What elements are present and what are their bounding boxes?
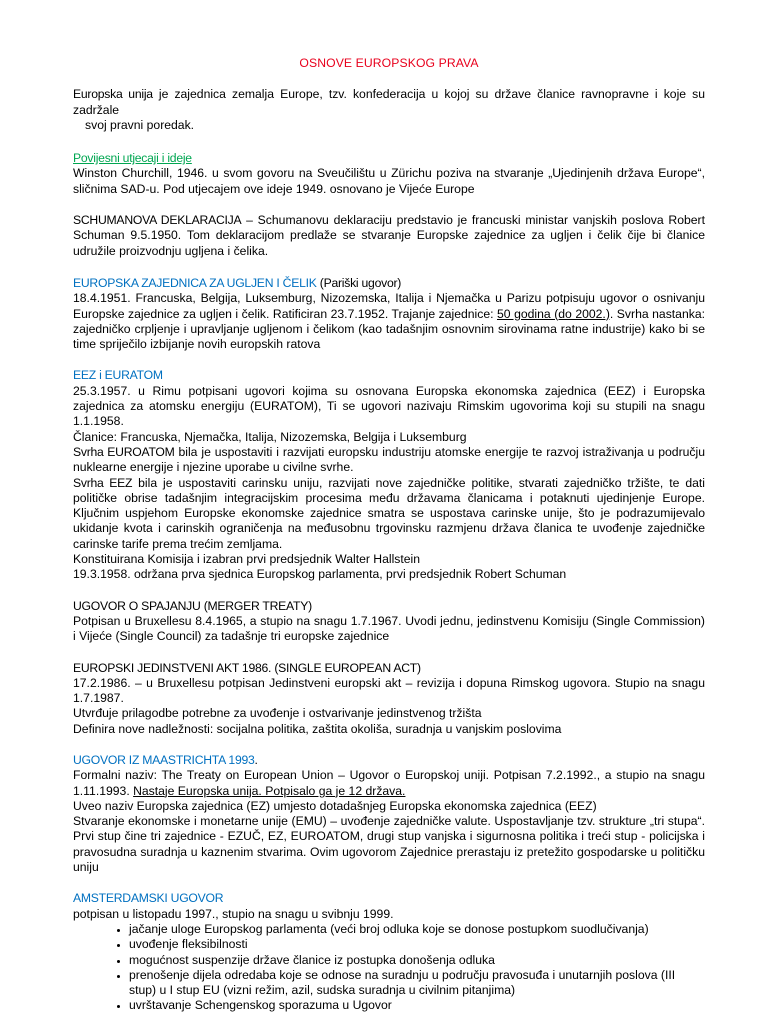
history-section bbox=[73, 151, 705, 197]
maastricht-p1-underlined: Nastaje Europska unija. Potpisalo ga je 12 država. bbox=[133, 783, 406, 798]
ecsc-text-part1: 18.4.1951. Francuska, Belgija, Luksemburg, Nizozemska, Italija i Njemačka u Parizu potpisuju ugovor o osnivanju Europske zajednice za ugljen i čelik. Ratificiran 23.7.1952. Trajanje zajednice: bbox=[73, 291, 705, 321]
amsterdam-text: potpisan u listopadu 1997., stupio na snagu u svibnju 1999. bbox=[73, 906, 394, 921]
amsterdam-list bbox=[73, 922, 705, 1014]
eec-p4-term: Svrha EEZ bbox=[73, 475, 133, 490]
merger-section bbox=[73, 599, 705, 645]
maastricht-heading: UGOVOR IZ MAASTRICHTA 1993 bbox=[73, 752, 255, 767]
list-item: • mogućnost suspenzije države članice iz postupka donošenja odluka bbox=[129, 953, 705, 968]
ecsc-text-part2: . Svrha nastanka: zajedničko crpljenje i upravljanje ugljenom i čelikom (kao tadašnjim osnovnim sirovinama ratne industrije) kako bi se time spriječilo izbijanje novih europskih ratova bbox=[73, 306, 705, 352]
ecsc-duration: 50 godina (do 2002.) bbox=[497, 306, 610, 321]
intro-section bbox=[73, 87, 705, 133]
sea-p1: 17.2.1986. – u Bruxellesu potpisan Jedinstveni europski akt – revizija i dopuna Rimskog ugovora. Stupio na snagu 1.7.1987. bbox=[73, 675, 705, 706]
eec-heading: EEZ i EURATOM bbox=[73, 368, 163, 383]
eec-p3-term: Svrha EUROATOM bbox=[73, 444, 175, 459]
list-item: • uvođenje fleksibilnosti bbox=[129, 937, 705, 952]
maastricht-p1-text: Formalni naziv: The Treaty on European Union – Ugovor o Europskoj uniji. Potpisan 7.2.1992., a stupio na snagu 1.11.1993. bbox=[73, 768, 705, 798]
amsterdam-heading: AMSTERDAMSKI UGOVOR bbox=[73, 891, 224, 906]
amsterdam-section bbox=[73, 891, 705, 1013]
schuman-heading: SCHUMANOVA DEKLARACIJA bbox=[73, 213, 242, 228]
schuman-text: – Schumanovu deklaraciju predstavio je francuski ministar vanjskih poslova Robert Schuman 9.5.1950. Tom deklaracijom predlaže se stvaranje Europske zajednice za ugljen i čelik čije bi članice udružile proizvodnju ugljena i čelika. bbox=[73, 213, 705, 258]
maastricht-p2: Uveo naziv Europska zajednica (EZ) umjesto dotadašnjeg Europska ekonomska zajednica (EEZ) bbox=[73, 798, 597, 813]
sea-p3: Definira nove nadležnosti: socijalna politika, zaštita okoliša, suradnja u vanjskim poslovima bbox=[73, 721, 562, 736]
schuman-section bbox=[73, 213, 705, 259]
list-item: • uvrštavanje Schengenskog sporazuma u Ugovor bbox=[129, 998, 705, 1013]
eec-p5: Konstituirana Komisija i izabran prvi predsjednik Walter Hallstein bbox=[73, 552, 421, 567]
intro-paragraph-continued: svoj pravni poredak. bbox=[85, 117, 195, 132]
ecsc-heading-line bbox=[73, 276, 705, 291]
maastricht-section bbox=[73, 753, 705, 875]
sea-heading: EUROPSKI JEDINSTVENI AKT 1986. (SINGLE EUROPEAN ACT) bbox=[73, 660, 421, 675]
schuman-paragraph bbox=[73, 213, 705, 259]
intro-term: Europska unija bbox=[73, 87, 153, 102]
eec-p4-text: bila je uspostaviti carinsku uniju, razvijati nove zajedničke politike, stvarati zajedničko tržište, te dati političke obrise tadašnjim integracijskim procesima među državama članicama i potaknuti ujedinjenje Europe. Ključnim uspjehom Europske ekonomske zajednice smatra se uspostava carinske unije, što je podrazumijevalo ukidanje kvota i carinskih ograničenja na međusobnu trgovinsku razmjenu država članica te uvođenje zajedničke carinske tarife prema trećim zemljama. bbox=[73, 475, 705, 551]
eec-p6: 19.3.1958. održana prva sjednica Europskog parlamenta, prvi predsjednik Robert Schuman bbox=[73, 567, 567, 582]
ecsc-section bbox=[73, 276, 705, 352]
maastricht-p1 bbox=[73, 768, 705, 799]
history-text: Winston Churchill, 1946. u svom govoru na Sveučilištu u Zürichu poziva na stvaranje „Ujedinjenih država Europe“, sličnima SAD-u. Pod utjecajem ove ideje 1949. osnovano je Vijeće Europe bbox=[73, 166, 705, 196]
eec-p3-text: bila je uspostaviti i razvijati europsku industriju atomske energije te razvoj istraživanja u području nuklearne energije i njezine uporabe u civilne svrhe. bbox=[73, 444, 706, 475]
list-item: • prenošenje dijela odredaba koje se odnose na suradnju u području pravosuđa i unutarnjih poslova (III stup) u I stup EU (vizni režim, azil, sudska suradnja u civilnim pitanjima) bbox=[129, 968, 705, 999]
document-title: OSNOVE EUROPSKOG PRAVA bbox=[299, 56, 479, 70]
eec-p1: 25.3.1957. u Rimu potpisani ugovori kojima su osnovana Europska ekonomska zajednica (EEZ) i Europska zajednica za atomsku energiju (EURATOM), Ti se ugovori nazivaju Rimskim ugovorima koji su stupili na snagu 1.1.1958. bbox=[73, 383, 705, 429]
eec-p3 bbox=[73, 445, 705, 476]
history-heading: Povijesni utjecaji i ideje bbox=[73, 151, 192, 166]
eec-section bbox=[73, 368, 705, 582]
ecsc-heading: EUROPSKA ZAJEDNICA ZA UGLJEN I ČELIK bbox=[73, 275, 317, 290]
merger-heading: UGOVOR O SPAJANJU (MERGER TREATY) bbox=[73, 598, 312, 613]
maastricht-heading-line bbox=[73, 753, 705, 768]
list-item: • jačanje uloge Europskog parlamenta (veći broj odluka koje se donose postupkom suodlučivanja) bbox=[129, 922, 705, 937]
document-page bbox=[73, 56, 705, 1014]
intro-text: je zajednica zemalja Europe, tzv. konfederacija u kojoj su države članice ravnopravne i koje su zadržale bbox=[73, 87, 706, 117]
maastricht-p3: Stvaranje ekonomske i monetarne unije (EMU) – uvođenje zajedničke valute. Uspostavljanje tzv. strukture „tri stupa“. Prvi stup čine tri zajednice - EZUČ, EZ, EUROATOM, drugi stup vanjska i sigurnosna politika i treći stup - policijska i pravosudna suradnja u kaznenim stvarima. Ovim ugovorom Zajednice prerastaju iz pretežito gospodarske u političku uniju bbox=[73, 814, 705, 875]
merger-text: Potpisan u Bruxellesu 8.4.1965, a stupio na snagu 1.7.1967. Uvodi jednu, jedinstvenu Komisiju (Single Commission) i Vijeće (Single Council) za tadašnje tri europske zajednice bbox=[73, 613, 705, 644]
eec-p2: Članice: Francuska, Njemačka, Italija, Nizozemska, Belgija i Luksemburg bbox=[73, 429, 467, 444]
sea-section bbox=[73, 661, 705, 737]
sea-p2: Utvrđuje prilagodbe potrebne za uvođenje i ostvarivanje jedinstvenog tržišta bbox=[73, 706, 482, 721]
eec-p4 bbox=[73, 476, 705, 552]
intro-paragraph bbox=[73, 87, 705, 118]
ecsc-text bbox=[73, 291, 705, 352]
ecsc-heading-suffix: (Pariški ugovor) bbox=[316, 275, 402, 290]
maastricht-heading-dot: . bbox=[254, 752, 258, 767]
